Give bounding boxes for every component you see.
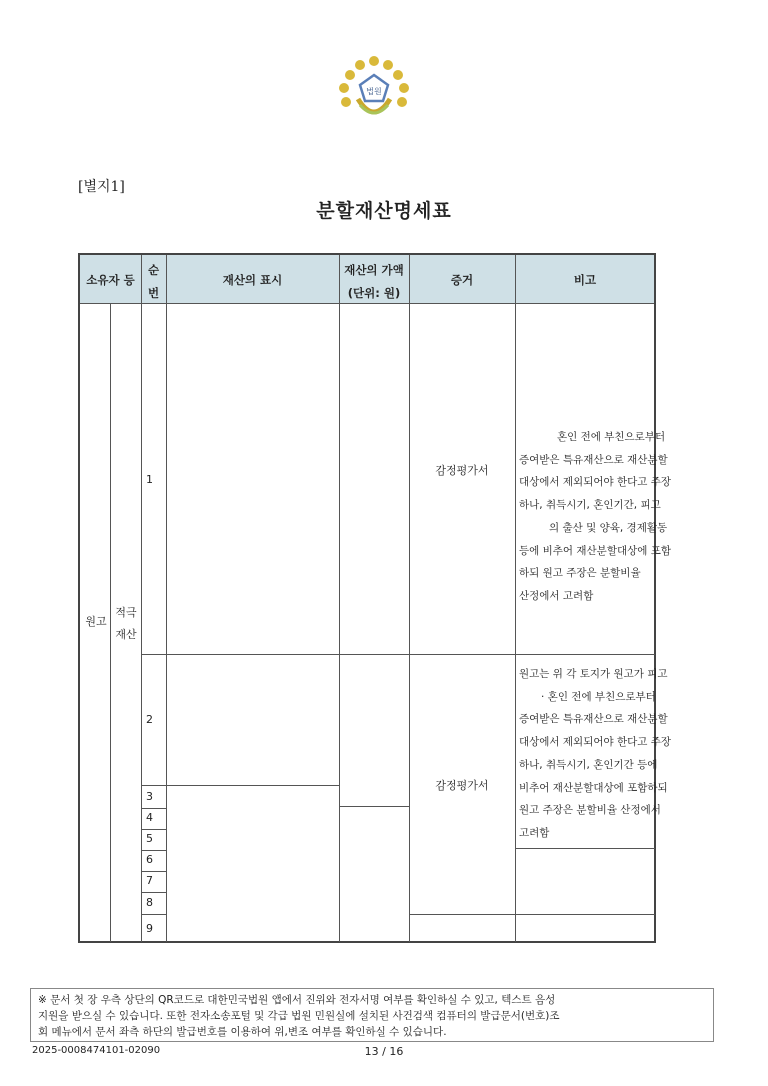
col-line-evidence (515, 255, 516, 942)
header-order-bottom: 번 (147, 286, 160, 300)
remarks-line: 하나, 취득시기, 혼인기간 등에 (519, 758, 658, 771)
remarks-line: 비추어 재산분할대상에 포함하되 (519, 781, 668, 794)
remarks-line: 하나, 취득시기, 혼인기간, 피고 (519, 499, 661, 512)
annex-label: [별지1] (78, 179, 125, 195)
page-title: 분할재산명세표 (316, 200, 452, 222)
evidence-cell: 감정평가서 (435, 779, 489, 792)
order-number: 4 (146, 811, 153, 824)
remarks-line: · 혼인 전에 부친으로부터 (541, 690, 656, 703)
order-number: 3 (146, 790, 153, 803)
remarks-line: 증여받은 특유재산으로 재산분할 (519, 713, 668, 726)
row-line-6-7 (141, 871, 166, 872)
remarks-row-line (515, 848, 655, 849)
row-line-3-4 (141, 808, 166, 809)
remarks-line: 원고는 위 각 토지가 원고가 피고 (519, 668, 668, 680)
page-number: 13 / 16 (364, 1045, 404, 1058)
col-line-value (409, 255, 410, 942)
order-number: 1 (146, 473, 153, 486)
remarks-line: 원고 주장은 분할비율 산정에서 (519, 804, 661, 817)
seal-text: 법원 (366, 87, 382, 96)
col-line-category (141, 255, 142, 942)
row-line-1-2 (141, 654, 655, 655)
order-number: 6 (146, 853, 153, 866)
category-top: 적극 (115, 606, 137, 619)
remarks-line: 하되 원고 주장은 분할비율 (519, 567, 641, 580)
evidence-bottom-line (409, 914, 655, 915)
remarks-line: 의 출산 및 양육, 경제활동 (549, 521, 668, 534)
remarks-line: 혼인 전에 부친으로부터 (557, 431, 666, 443)
remarks-line: 고려함 (519, 826, 550, 839)
order-number: 2 (146, 713, 153, 726)
order-number: 5 (146, 832, 153, 845)
header-value-top: 재산의 가액 (344, 263, 404, 277)
remarks-line: 등에 비추어 재산분할대상에 포함 (519, 544, 672, 557)
notice-line-3: 회 메뉴에서 문서 좌측 하단의 발급번호를 이용하여 위,변조 여부를 확인하실 수 있습니다. (38, 1026, 447, 1038)
order-number: 7 (146, 874, 153, 887)
remarks-cell-1 (519, 426, 672, 608)
col-line-owner (110, 303, 111, 942)
header-value-bottom: (단위: 원) (347, 286, 401, 300)
category-bottom: 재산 (115, 628, 137, 641)
remarks-line: 증여받은 특유재산으로 재산분할 (519, 453, 668, 466)
remarks-cell-2 (519, 663, 672, 845)
row-line-5-6 (141, 850, 166, 851)
notice-line-2: 지원을 받으실 수 있습니다. 또한 전자소송포털 및 각급 법원 민원실에 설치된 사건검색 컴퓨터의 발급문서(번호)조 (38, 1010, 560, 1022)
col-line-description (339, 255, 340, 942)
value-row-line (339, 806, 409, 807)
header-owner: 소유자 등 (86, 273, 135, 287)
order-number: 9 (146, 922, 153, 935)
order-number: 8 (146, 896, 153, 909)
row-line-8-9 (141, 914, 166, 915)
row-line-4-5 (141, 829, 166, 830)
header-evidence: 증거 (450, 273, 474, 287)
remarks-line: 대상에서 제외되어야 한다고 주장 (519, 476, 672, 489)
header-order-top: 순 (147, 263, 160, 277)
notice-line-1: ※ 문서 첫 장 우측 상단의 QR코드로 대한민국법원 앱에서 진위와 전자서명 여부를 확인하실 수 있고, 텍스트 음성 (38, 994, 556, 1006)
header-remarks: 비고 (573, 273, 597, 287)
document-number: 2025-0008474101-02090 (32, 1045, 161, 1056)
header-description: 재산의 표시 (222, 273, 283, 287)
col-line-order (166, 255, 167, 942)
court-seal-logo (338, 55, 410, 127)
remarks-line: 산정에서 고려함 (519, 589, 594, 602)
remarks-line: 대상에서 제외되어야 한다고 주장 (519, 736, 672, 749)
owner-cell: 원고 (85, 615, 107, 628)
row-line-7-8 (141, 892, 166, 893)
evidence-cell: 감정평가서 (435, 464, 489, 477)
row-line-2-3 (141, 785, 339, 786)
